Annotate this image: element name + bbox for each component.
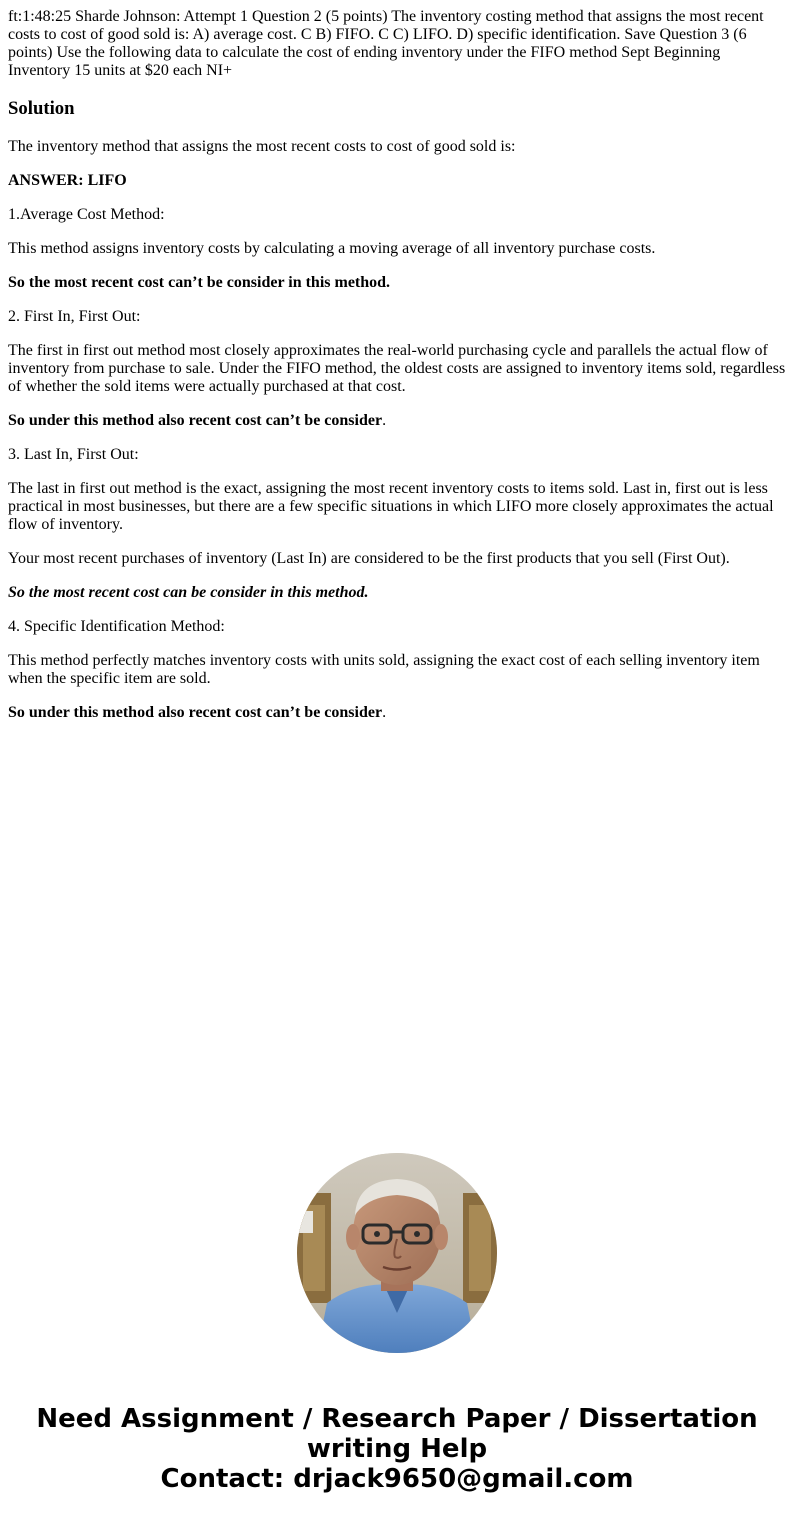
spec-title: 4. Specific Identification Method: — [8, 618, 225, 635]
avg-description: This method assigns inventory costs by calculating a moving average of all inventory purchase costs. — [8, 240, 656, 257]
avg-title: 1.Average Cost Method: — [8, 206, 165, 223]
lifo-title: 3. Last In, First Out: — [8, 446, 139, 463]
fifo-title: 2. First In, First Out: — [8, 308, 141, 325]
question-text: ft:1:48:25 Sharde Johnson: Attempt 1 Question 2 (5 points) The inventory costing method that assigns the most recent costs to cost of good sold is: A) average cost. C B) FIFO. C C) LIFO. D) specific identification. Save Question 3 (6 points) Use the following data to calculate the cost of ending inventory under the FIFO method Sept Beginning Inventory 15 units at $20 each NI+ — [8, 8, 764, 79]
spec-description: This method perfectly matches inventory costs with units sold, assigning the exact cost of each selling inventory item when the specific item are sold. — [8, 652, 760, 687]
spec-conclusion-paragraph — [8, 704, 786, 722]
lifo-conclusion-paragraph — [8, 584, 786, 602]
fifo-conclusion: So under this method also recent cost can’t be consider — [8, 412, 383, 429]
answer-paragraph — [8, 172, 786, 190]
solution-heading: Solution — [8, 98, 75, 119]
avg-conclusion-paragraph — [8, 274, 786, 292]
banner-contact: Contact: drjack9650@gmail.com — [160, 1464, 634, 1494]
lifo-conclusion: So the most recent cost can be consider in this method. — [8, 584, 369, 601]
spec-conclusion-period: . — [382, 704, 387, 721]
person-photo-icon — [297, 1153, 497, 1353]
avatar — [297, 1153, 497, 1353]
banner-line-2: writing Help — [306, 1434, 488, 1464]
fifo-description: The first in first out method most closely approximates the real-world purchasing cycle and parallels the actual flow of inventory from purchase to sale. Under the FIFO method, the oldest costs are assigned to inventory items sold, regardless of whether the sold items were actually purchased at that cost. — [8, 342, 786, 395]
banner-line-1: Need Assignment / Research Paper / Dissertation — [36, 1404, 758, 1434]
spec-conclusion: So under this method also recent cost can’t be consider — [8, 704, 383, 721]
contact-banner — [0, 1404, 794, 1494]
avg-conclusion: So the most recent cost can’t be consider in this method. — [8, 274, 391, 291]
fifo-conclusion-paragraph — [8, 412, 786, 430]
document-content — [8, 8, 786, 738]
lifo-description-2: Your most recent purchases of inventory (Last In) are considered to be the first products that you sell (First Out). — [8, 550, 730, 567]
intro-paragraph: The inventory method that assigns the most recent costs to cost of good sold is: — [8, 138, 516, 155]
lifo-description: The last in first out method is the exact, assigning the most recent inventory costs to items sold. Last in, first out is less practical in most businesses, but there are a few specific situations in which LIFO more closely approximates the actual flow of inventory. — [8, 480, 774, 533]
author-photo-block — [0, 1153, 794, 1353]
answer-text: ANSWER: LIFO — [8, 172, 127, 189]
fifo-conclusion-period: . — [382, 412, 387, 429]
